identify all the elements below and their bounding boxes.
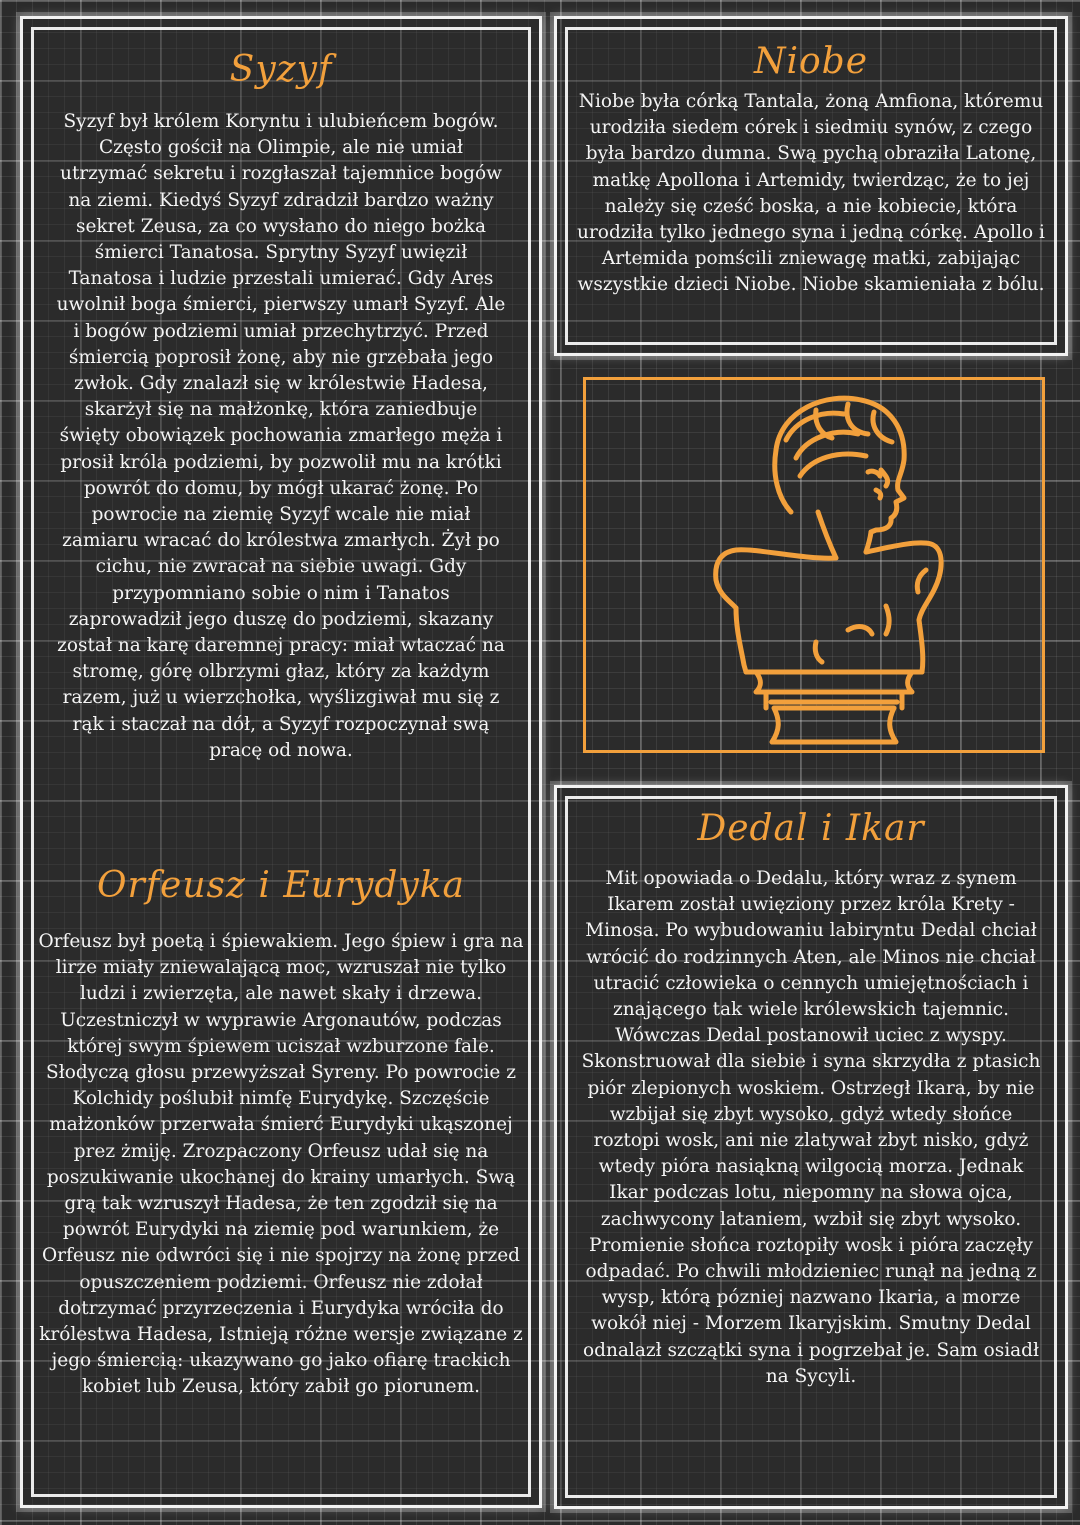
bust-illustration-frame [583,377,1045,753]
dedal-text: Mit opowiada o Dedalu, który wraz z synem Ikarem został uwięziony przez króla Krety - Minosa. Po wybudowaniu labiryntu Dedal chciał wrócić do rodzinnych Aten, ale Minos nie chciał utracić człowieka o cennych umiejętnościach i znającego tak wiele królewskich tajemnic. Wówczas Dedal postanowił uciec z wyspy. Skonstruował dla siebie i syna skrzydła z ptasich piór zlepionych woskiem. Ostrzegł Ikara, by nie wzbijał się zbyt wysoko, gdyż wtedy słońce roztopi wosk, ani nie zlatywał zbyt nisko, gdyż wtedy pióra nasiąkną wilgocią morza. Jednak Ikar podczas lotu, niepomny na słowa ojca, zachwycony lataniem, wzbił się zbyt wysoko. Promienie słońca roztopiły wosk i pióra zaczęły odpadać. Po chwili młodzieniec runął na jedną z wysp, którą pózniej nazwano Ikaria, a morze wokół niej - Morzem Ikaryjskim. Smutny Dedal odnalazł szczątki syna i pogrzebał je. Sam osiadł na Sycyli. [581,868,1041,1387]
orfeusz-title: Orfeusz i Eurydyka [96,865,466,906]
syzyf-title: Syzyf [229,49,333,90]
dedal-title: Dedal i Ikar [697,808,925,849]
niobe-text: Niobe była córką Tantala, żoną Amfiona, któremu urodziła siedem córek i siedmiu synów, z czego była bardzo dumna. Swą pychą obraziła Latonę, matkę Apollona i Artemidy, twierdząc, że to jej należy się cześć boska, a nie kobiecie, która urodziła tylko jednego syna i jedną córkę. Apollo i Artemida pomścili zniewagę matki, zabijając wszystkie dzieci Niobe. Niobe skamieniała z bólu. [577,91,1045,296]
dedal-panel [554,785,1068,1509]
niobe-panel [554,16,1068,356]
syzyf-text: Syzyf był królem Koryntu i ulubieńcem bogów. Często gościł na Olimpie, ale nie umiał utrzymać sekretu i rozgłaszał tajemnice bogów na ziemi. Kiedyś Syzyf zdradził bardzo ważny sekret Zeusa, za co wysłano do niego bożka śmierci Tanatosa. Sprytny Syzyf uwięził Tanatosa i ludzie przestali umierać. Gdy Ares uwolnił boga śmierci, pierwszy umarł Syzyf. Ale i bogów podziemi umiał przechytrzyć. Przed śmiercią poprosił żonę, aby nie grzebała jego zwłok. Gdy znalazł się w królestwie Hadesa, skarżył się na małżonkę, która zaniedbuje święty obowiązek pochowania zmarłego męża i prosił króla podziemi, by pozwolił mu na krótki powrót do domu, by mógł ukarać żonę. Po powrocie na ziemię Syzyf wcale nie miał zamiaru wracać do królestwa zmarłych. Żył po cichu, nie zwracał na siebie uwagi. Gdy przypomniano sobie o nim i Tanatos zaprowadził jego duszę do podziemi, skazany został na karę daremnej pracy: miał wtaczać na stromę, górę olbrzymi głaz, który za każdym razem, już u wierzchołka, wyślizgiwał mu się z rąk i staczał na dół, a Syzyf rozpoczynał swą pracę od nowa. [56,111,506,761]
orfeusz-text: Orfeusz był poetą i śpiewakiem. Jego śpiew i gra na lirze miały zniewalającą moc, wzruszał nie tylko ludzi i zwierzęta, ale nawet skały i drzewa. Uczestniczył w wyprawie Argonautów, podczas której swym śpiewem uciszał wzburzone fale. Słodyczą głosu przewyższał Syreny. Po powrocie z Kolchidy poślubił nimfę Eurydykę. Szczęście małżonków przerwała śmierć Eurydyki ukąszonej prez żmiję. Zrozpaczony Orfeusz udał się na poszukiwanie ukochanej do krainy umarłych. Swą grą tak wzruszył Hadesa, że ten zgodził się na powrót Eurydyki na ziemię pod warunkiem, że Orfeusz nie odwróci się i nie spojrzy na żonę przed opuszczeniem podziemi. Orfeusz nie zdołał dotrzymać przyrzeczenia i Eurydyka wróciła do królestwa Hadesa, Istnieją różne wersje związane z jego śmiercią: ukazywano go jako ofiarę trackich kobiet lub Zeusa, który zabił go piorunem. [38,931,524,1398]
greek-bust-icon [586,380,1042,750]
niobe-title: Niobe [753,41,869,82]
left-column-panel [20,16,542,1508]
